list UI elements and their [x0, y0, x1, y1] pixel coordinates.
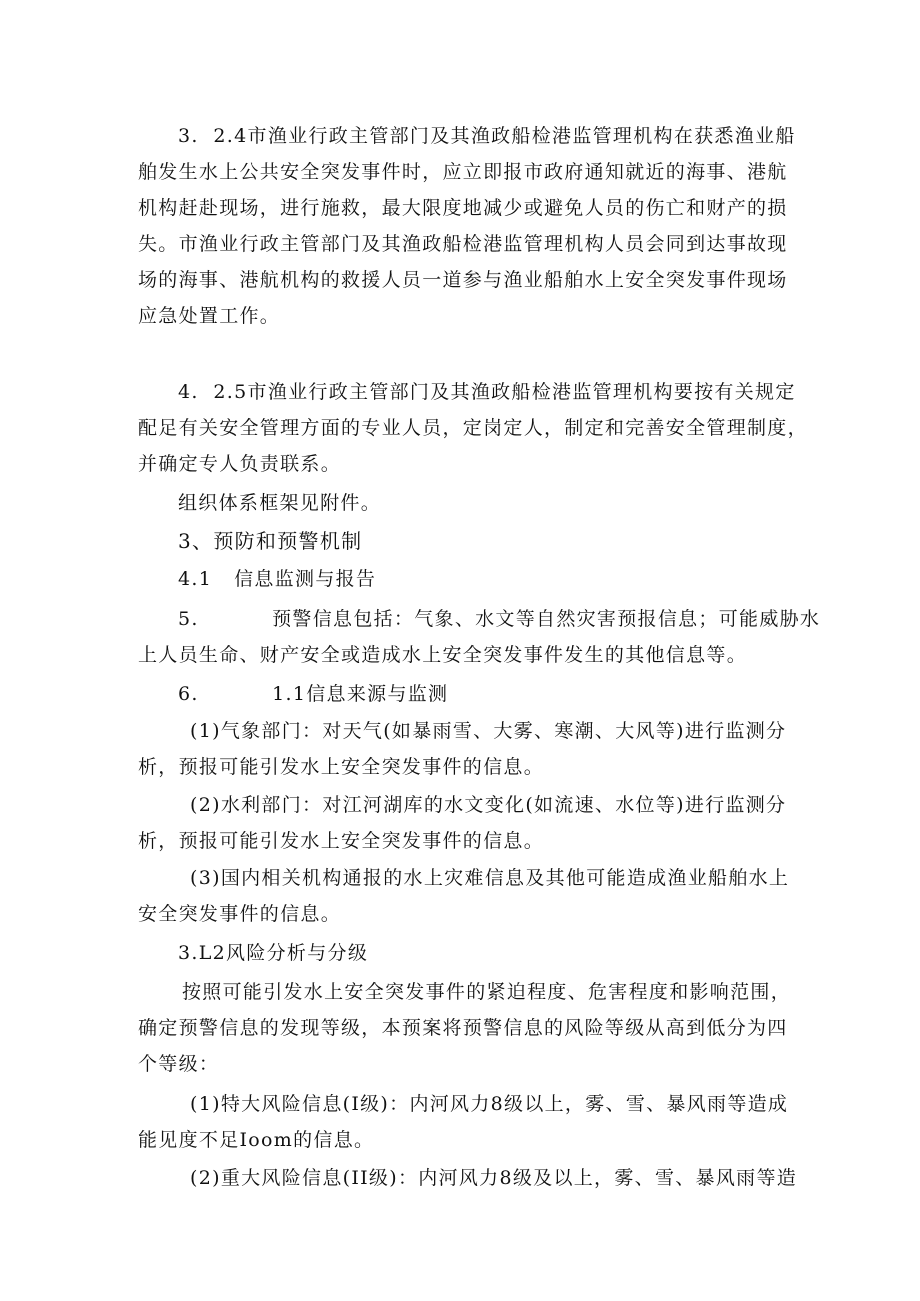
paragraph-3-line-2: 舶发生水上公共安全突发事件时，应立即报市政府通知就近的海事、港航 [138, 161, 788, 183]
paragraph-4-line-2: 配足有关安全管理方面的专业人员，定岗定人，制定和完善安全管理制度， [138, 417, 808, 439]
risk-paragraph-line-2: 确定预警信息的发现等级，本预案将预警信息的风险等级从高到低分为四 [138, 1017, 788, 1039]
risk-level-1-line-2: 能见度不足Ioom的信息。 [138, 1129, 375, 1151]
risk-level-2-line-1: (2)重大风险信息(II级)：内河风力8级及以上，雾、雪、暴风雨等造 [190, 1167, 798, 1189]
paragraph-5-line-1: 5. 预警信息包括：气象、水文等自然灾害预报信息；可能威胁水 [178, 608, 821, 630]
item-3-line-2: 安全突发事件的信息。 [138, 903, 342, 925]
item-1-line-2: 析，预报可能引发水上安全突发事件的信息。 [138, 756, 545, 778]
subsection-heading-1-1: 6. 1.1信息来源与监测 [178, 683, 449, 705]
item-2-line-1: (2)水利部门：对江河湖库的水文变化(如流速、水位等)进行监测分 [190, 794, 787, 816]
risk-level-1-line-1: (1)特大风险信息(I级)：内河风力8级以上，雾、雪、暴风雨等造成 [190, 1093, 789, 1115]
item-1-line-1: (1)气象部门：对天气(如暴雨雪、大雾、寒潮、大风等)进行监测分 [190, 720, 787, 742]
paragraph-5-line-2: 上人员生命、财产安全或造成水上安全突发事件发生的其他信息等。 [138, 644, 748, 666]
paragraph-3-line-5: 场的海事、港航机构的救援人员一道参与渔业船舶水上安全突发事件现场 [138, 269, 788, 291]
subsection-heading-4-1: 4.1 信息监测与报告 [178, 568, 377, 590]
paragraph-4-line-1: 4. 2.5市渔业行政主管部门及其渔政船检港监管理机构要按有关规定 [178, 381, 796, 403]
paragraph-4-line-3: 并确定专人负责联系。 [138, 453, 342, 475]
subsection-heading-risk: 3.L2风险分析与分级 [178, 942, 369, 964]
paragraph-3-line-6: 应急处置工作。 [138, 305, 281, 327]
paragraph-3-line-3: 机构赶赴现场，进行施救，最大限度地减少或避免人员的伤亡和财产的损 [138, 197, 788, 219]
item-2-line-2: 析，预报可能引发水上安全突发事件的信息。 [138, 830, 545, 852]
item-3-line-1: (3)国内相关机构通报的水上灾难信息及其他可能造成渔业船舶水上 [190, 867, 790, 889]
risk-paragraph-line-3: 个等级： [138, 1053, 220, 1075]
appendix-note: 组织体系框架见附件。 [178, 492, 382, 514]
section-heading-prevention: 3、预防和预警机制 [178, 529, 363, 553]
risk-paragraph-line-1: 按照可能引发水上安全突发事件的紧迫程度、危害程度和影响范围， [182, 981, 792, 1003]
paragraph-3-line-1: 3. 2.4市渔业行政主管部门及其渔政船检港监管理机构在获悉渔业船 [178, 125, 796, 147]
paragraph-3-line-4: 失。市渔业行政主管部门及其渔政船检港监管理机构人员会同到达事故现 [138, 233, 788, 255]
